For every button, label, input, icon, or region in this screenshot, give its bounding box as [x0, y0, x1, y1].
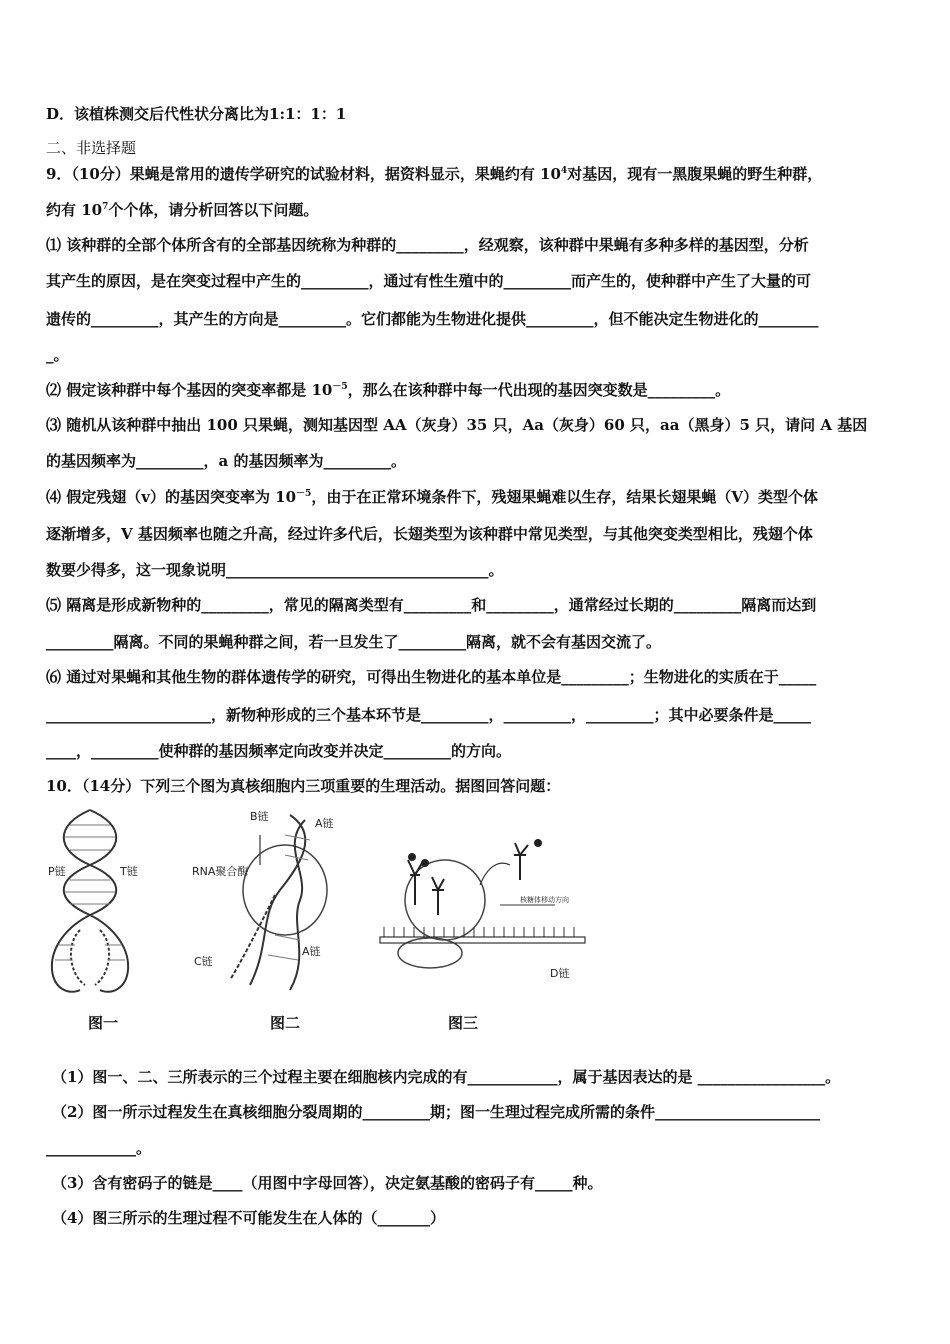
q9-p4-line1 — [46, 487, 818, 507]
q9-p4-b: ，由于在正常环境条件下，残翅果蝇难以生存，结果长翅果蝇（V）类型个体 — [311, 488, 818, 506]
q9-p1-line4: _。 — [46, 346, 69, 364]
q9-p3-line2: 的基因频率为_________，a 的基因频率为_________。 — [46, 452, 406, 470]
figure1-dna-replication — [40, 805, 140, 1005]
fig2-caption: 图二 — [270, 1014, 301, 1032]
q9-p1-line3: 遗传的_________，其产生的方向是_________。它们都能为生物进化提供_________，但不能决定生物进化的________ — [46, 310, 819, 328]
q9-p1-line2: 其产生的原因，是在突变过程中产生的_________，通过有性生殖中的_________而产生的，使种群中产生了大量的可 — [46, 272, 812, 290]
q9-intro-exponent: 4 — [560, 166, 568, 176]
q9-intro-line2 — [46, 200, 318, 220]
q9-p2-a: ⑵ 假定该种群中每个基因的突变率都是 10 — [46, 381, 333, 399]
fig2-label-b: B链 — [250, 810, 269, 823]
q10-sub2-line1: （2）图一所示过程发生在真核细胞分裂周期的_________期；图一生理过程完成所需的条件______________________ — [52, 1103, 820, 1121]
q9-intro-b: 对基因，现有一黑腹果蝇的野生种群， — [567, 165, 823, 183]
q9-intro2-b: 个个体，请分析回答以下问题。 — [108, 201, 319, 219]
option-d: D．该植株测交后代性状分离比为1:1：1：1 — [46, 105, 347, 123]
q9-p6-line1: ⑹ 通过对果蝇和其他生物的群体遗传学的研究，可得出生物进化的基本单位是_________；生物进化的实质在于_____ — [46, 668, 817, 686]
section-heading: 二、非选择题 — [46, 139, 137, 157]
fig1-label-t: T链 — [120, 865, 138, 878]
fig2-label-c: C链 — [194, 955, 213, 968]
q9-intro-a: 9．（10分）果蝇是常用的遗传学研究的试验材料，据资料显示，果蝇约有 10 — [46, 165, 561, 183]
q10-figures — [40, 805, 600, 1040]
q10-sub1: （1）图一、二、三所表示的三个过程主要在细胞核内完成的有____________，属于基因表达的是 _________________。 — [52, 1068, 841, 1086]
q9-intro2-a: 约有 10 — [46, 201, 103, 219]
q10-sub2-line2: ____________。 — [46, 1139, 152, 1157]
fig3-label-d: D链 — [550, 967, 570, 980]
q9-intro2-exponent: 7 — [102, 202, 109, 212]
q9-p4-line2: 逐渐增多，V 基因频率也随之升高，经过许多代后，长翅类型为该种群中常见类型，与其他突变类型相比，残翅个体 — [46, 525, 813, 543]
q9-p4-exponent: －5 — [296, 489, 312, 499]
fig2-label-rna-polymerase: RNA聚合酶 — [192, 865, 249, 878]
q9-p6-line2: ______________________，新物种形成的三个基本环节是_________，_________，_________；其中必要条件是_____ — [46, 706, 812, 724]
q10-intro: 10．（14分）下列三个图为真核细胞内三项重要的生理活动。据图回答问题： — [46, 777, 561, 795]
fig2-label-a-bottom: A链 — [302, 945, 321, 958]
q9-p4-a: ⑷ 假定残翅（v）的基因突变率为 10 — [46, 488, 297, 506]
q9-p5-line2: _________隔离。不同的果蝇种群之间，若一旦发生了_________隔离，就不会有基因交流了。 — [46, 633, 662, 651]
q9-p6-line3: ____，_________使种群的基因频率定向改变并决定_________的方向。 — [46, 742, 512, 760]
q9-p4-line3: 数要少得多，这一现象说明___________________________________。 — [46, 561, 504, 579]
q9-p2 — [46, 380, 730, 400]
fig3-caption: 图三 — [448, 1014, 479, 1032]
fig1-label-p: P链 — [48, 865, 66, 878]
q9-p5-line1: ⑸ 隔离是形成新物种的_________，常见的隔离类型有_________和_________，通常经过长期的_________隔离而达到 — [46, 596, 817, 614]
q9-p2-b: ，那么在该种群中每一代出现的基因突变数是_________。 — [347, 381, 731, 399]
fig2-label-a-top: A链 — [315, 817, 334, 830]
q10-sub4: （4）图三所示的生理过程不可能发生在人体的（_______） — [52, 1209, 445, 1227]
q9-p1-line1: ⑴ 该种群的全部个体所含有的全部基因统称为种群的_________，经观察，该种群中果蝇有多种多样的基因型，分析 — [46, 236, 809, 254]
figure3-translation — [370, 805, 590, 1005]
q9-p2-exponent: －5 — [332, 382, 348, 392]
fig3-label-direction: 核糖体移动方向 — [520, 896, 569, 904]
figure2-transcription — [190, 805, 390, 1005]
q9-p3-line1: ⑶ 随机从该种群中抽出 100 只果蝇，测知基因型 AA（灰身）35 只，Aa（灰身）60 只，aa（黑身）5 只，请问 A 基因 — [46, 416, 868, 434]
q9-intro-line1 — [46, 164, 822, 184]
fig1-caption: 图一 — [88, 1014, 119, 1032]
q10-sub3: （3）含有密码子的链是____（用图中字母回答），决定氨基酸的密码子有_____种。 — [52, 1174, 603, 1192]
